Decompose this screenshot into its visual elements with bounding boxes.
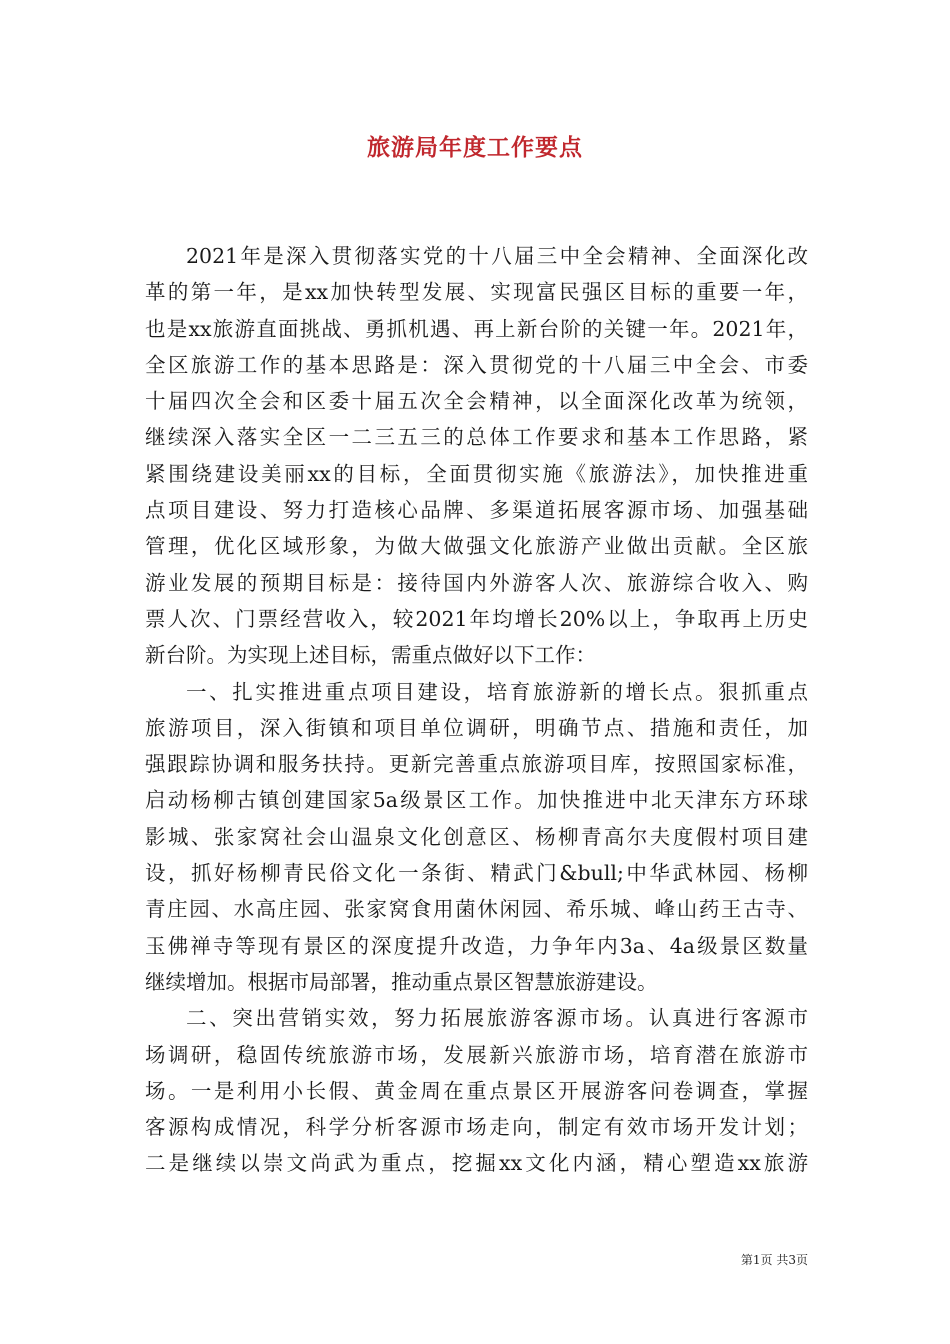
body-line: 紧围绕建设美丽xx的目标，全面贯彻实施《旅游法》，加快推进重 <box>145 461 808 486</box>
body-line: 游业发展的预期目标是：接待国内外游客人次、旅游综合收入、购 <box>145 570 808 595</box>
document-title: 旅游局年度工作要点 <box>367 134 583 161</box>
body-line: 旅游项目，深入街镇和项目单位调研，明确节点、措施和责任，加 <box>145 715 808 740</box>
body-line: 场。一是利用小长假、黄金周在重点景区开展游客问卷调查，掌握 <box>145 1078 808 1103</box>
body-line: 一、扎实推进重点项目建设，培育旅游新的增长点。狠抓重点 <box>186 679 808 704</box>
body-line: 新台阶。为实现上述目标，需重点做好以下工作： <box>145 643 596 668</box>
body-line: 十届四次全会和区委十届五次全会精神，以全面深化改革为统领， <box>145 389 808 414</box>
page-number-footer: 第1页 共3页 <box>740 1253 808 1267</box>
body-line: 强跟踪协调和服务扶持。更新完善重点旅游项目库，按照国家标准， <box>145 752 808 777</box>
body-line: 继续增加。根据市局部署，推动重点景区智慧旅游建设。 <box>145 969 658 994</box>
body-line: 全区旅游工作的基本思路是：深入贯彻党的十八届三中全会、市委 <box>145 352 808 377</box>
body-line: 革的第一年，是xx加快转型发展、实现富民强区目标的重要一年， <box>145 280 808 305</box>
body-line: 管理，优化区域形象，为做大做强文化旅游产业做出贡献。全区旅 <box>145 534 808 559</box>
body-line: 票人次、门票经营收入，较2021年均增长20%以上，争取再上历史 <box>145 606 808 631</box>
body-line: 启动杨柳古镇创建国家5a级景区工作。加快推进中北天津东方环球 <box>145 788 808 813</box>
body-line: 影城、张家窝社会山温泉文化创意区、杨柳青高尔夫度假村项目建 <box>145 824 808 849</box>
body-line: 二是继续以崇文尚武为重点，挖掘xx文化内涵，精心塑造xx旅游 <box>145 1151 808 1176</box>
body-line: 也是xx旅游直面挑战、勇抓机遇、再上新台阶的关键一年。2021年， <box>145 316 808 341</box>
body-line: 点项目建设、努力打造核心品牌、多渠道拓展客源市场、加强基础 <box>145 498 808 523</box>
body-line: 客源构成情况，科学分析客源市场走向，制定有效市场开发计划； <box>145 1115 808 1140</box>
body-line: 继续深入落实全区一二三五三的总体工作要求和基本工作思路，紧 <box>145 425 808 450</box>
body-line: 场调研，稳固传统旅游市场，发展新兴旅游市场，培育潜在旅游市 <box>145 1042 808 1067</box>
body-line: 青庄园、水高庄园、张家窝食用菌休闲园、希乐城、峰山药王古寺、 <box>145 897 808 922</box>
body-line: 玉佛禅寺等现有景区的深度提升改造，力争年内3a、4a级景区数量 <box>145 933 808 958</box>
document-body <box>145 238 808 1182</box>
body-line: 2021年是深入贯彻落实党的十八届三中全会精神、全面深化改 <box>186 244 808 268</box>
body-line: 二、突出营销实效，努力拓展旅游客源市场。认真进行客源市 <box>186 1006 808 1031</box>
body-line: 设，抓好杨柳青民俗文化一条街、精武门&bull;中华武林园、杨柳 <box>145 861 808 886</box>
